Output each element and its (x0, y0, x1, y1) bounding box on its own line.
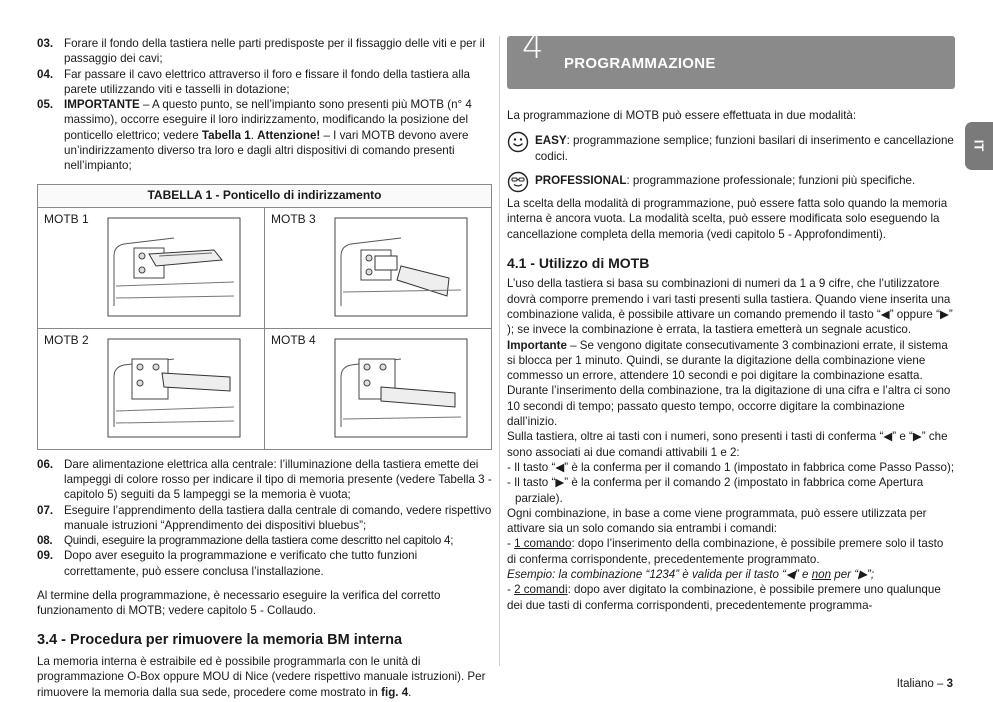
step-number: 03. (37, 37, 54, 50)
mode-label: PROFESSIONAL (535, 173, 627, 187)
footer-language: Italiano – (896, 678, 947, 690)
paragraph-text: La memoria interna è estraibile ed è possibile programmarla con le unità di programmazione O-Box oppure MOU di Nice (vedere rispettivo manuale istruzioni). Per rimuovere la memoria dalla sua sede, procedere come mostrato in (37, 654, 486, 699)
step-text-part: – A questo punto, se nell’impianto sono presenti più MOTB (n° 4 massimo), occorre eseguire il loro indirizzamento, modificando la posizione del ponticello elettrico; vedere (64, 98, 472, 142)
step-number: 05. (37, 98, 54, 112)
important-label: IMPORTANTE (64, 98, 140, 112)
step-number: 06. (37, 457, 54, 471)
step-text: Dare alimentazione elettrica alla centrale: l’illuminazione della tastiera emette dei lampeggi di colore rosso per indicare il tipo di memoria presente (vedere Tabella 3 - capitolo 5) seguiti da 5 lampeggi se la memoria è vuota; (64, 457, 492, 502)
step-06 (37, 457, 492, 503)
cell-label: MOTB 2 (44, 332, 89, 347)
attention-label: Attenzione! (257, 128, 321, 142)
step-text-part: – I vari MOTB devono avere un’indirizzamento diverso tra loro e dagli altri dispositivi di comando presenti nell’impianto; (64, 128, 469, 173)
mode-description: : programmazione semplice; funzioni basilari di inserimento e cancellazione codici. (535, 134, 954, 163)
step-text-part: . (250, 128, 258, 142)
step-text: Dopo aver eseguito la programmazione e verificato che tutto funzioni correttamente, può essere conclusa l’installazione. (64, 549, 418, 578)
step-08 (37, 533, 492, 548)
example-line (507, 567, 955, 582)
step-03 (37, 36, 492, 67)
step-text: Forare il fondo della tastiera nelle parti predisposte per il fissaggio delle viti e per il passaggio dei cavi; (64, 37, 485, 66)
left-column (37, 36, 492, 700)
jumper-diagram-image (331, 337, 471, 441)
step-04 (37, 67, 492, 98)
language-tab-label: IT (971, 139, 987, 152)
step-text: Quindi, eseguire la programmazione della tastiera come descritto nel capitolo 4; (64, 534, 454, 548)
chapter-title: PROGRAMMAZIONE (564, 55, 716, 72)
section-paragraph (37, 654, 492, 700)
jumper-diagram-image (104, 337, 244, 441)
paragraph-text: : dopo aver digitato la combinazione, è possibile premere uno qualunque dei due tasti di conferma corrispondenti, precedentemente programma- (507, 583, 941, 612)
paragraph-text: L’uso della tastiera si basa su combinazioni di numeri da 1 a 9 cifre, che l’utilizzatore dovrà comporre premendo i vari tasti presenti sulla tastiera. Quando viene inserita una combinazione valida, è possibile attivare un comando premendo il tasto “◀” oppure “▶” ); se invece la combinazione è errata, la tastiera emetterà un segnale acustico. (507, 277, 953, 337)
example-text: Esempio: la combinazione “1234” è valida per il tasto “◀” e (507, 568, 812, 582)
table-cell-motb2 (38, 328, 265, 449)
jumper-diagram-image (331, 216, 471, 320)
dash-item: - Il tasto “◀” è la conferma per il comando 1 (impostato in fabbrica come Passo Passo); (507, 460, 955, 474)
table-cell-motb4 (264, 328, 491, 449)
two-commands-item (507, 582, 955, 613)
example-text: per “▶”; (831, 568, 875, 582)
mode-text (535, 133, 955, 164)
confirm-paragraph: Sulla tastiera, oltre ai tasti con i numeri, sono presenti i tasti di conferma “◀” e “▶” che sono associati ai due comandi attivabili 1 e 2: (507, 430, 948, 459)
dash-prefix: - (507, 583, 515, 597)
combo-paragraph: Ogni combinazione, in base a come viene programmata, può essere utilizzata per attivare sia un solo comando sia entrambi i comandi: (507, 506, 927, 536)
choice-paragraph: La scelta della modalità di programmazione, può essere fatta solo quando la memoria interna è ancora vuota. La modalità scelta, può essere modificata solo eseguendo la cancellazione completa della memoria (vedi capitolo 5 - Approfondimenti). (507, 197, 948, 241)
step-text (64, 97, 492, 173)
page-number: 3 (946, 678, 953, 690)
mode-easy (507, 133, 955, 164)
step-09 (37, 548, 492, 579)
step-number: 09. (37, 549, 54, 563)
mode-professional (507, 173, 955, 188)
mode-text (535, 173, 955, 188)
dash-prefix: - (507, 537, 515, 551)
table-cell-motb3 (264, 207, 491, 328)
underlined-term: 2 comandi (514, 583, 568, 597)
closing-paragraph: Al termine della programmazione, è necessario eseguire la verifica del corretto funzionamento di MOTB; vedere capitolo 5 - Collaudo. (37, 589, 441, 618)
underlined-term: non (811, 568, 832, 582)
step-number: 08. (37, 534, 53, 548)
mode-description: : programmazione professionale; funzioni più specifiche. (626, 173, 916, 187)
underlined-term: 1 comando (514, 537, 572, 551)
step-text: Eseguire l’apprendimento della tastiera dalla centrale di comando, vedere rispettivo manuale istruzioni “Apprendimento dei dispositivi bluebus”; (64, 503, 492, 532)
cell-label: MOTB 4 (270, 332, 316, 347)
page-footer (897, 678, 953, 690)
step-number: 04. (37, 67, 54, 81)
table-reference: Tabella 1 (201, 128, 251, 142)
chapter-header (507, 27, 955, 89)
chapter-number: 4 (522, 27, 544, 67)
cool-smiley-icon (507, 171, 529, 193)
table-cell-motb1 (38, 207, 265, 328)
section-heading: 3.4 - Procedura per rimuovere la memoria BM interna (37, 631, 403, 648)
jumper-address-table (37, 184, 492, 450)
step-text: Far passare il cavo elettrico attraverso il foro e fissare il fondo della tastiera alla parete utilizzando viti e tasselli in dotazione; (64, 67, 470, 96)
language-tab (965, 122, 993, 170)
dash-item: - Il tasto “▶” è la conferma per il comando 2 (impostato in fabbrica come Apertura parziale). (507, 476, 924, 505)
jumper-diagram-image (104, 216, 244, 320)
important-label: Importante (507, 338, 567, 352)
intro-paragraph: La programmazione di MOTB può essere effettuata in due modalità: (507, 109, 857, 122)
table-title: TABELLA 1 - Ponticello di indirizzamento (38, 184, 492, 207)
column-divider (499, 36, 500, 666)
usage-paragraph (507, 276, 955, 429)
cell-label: MOTB 3 (270, 211, 316, 226)
step-07 (37, 503, 492, 534)
figure-reference: fig. 4 (381, 685, 409, 699)
subsection-heading: 4.1 - Utilizzo di MOTB (507, 255, 650, 272)
smiley-icon (507, 131, 529, 153)
step-05 (37, 97, 492, 173)
cell-label: MOTB 1 (44, 211, 89, 226)
one-command-item (507, 536, 955, 567)
paragraph-text: . (408, 685, 412, 699)
paragraph-text: : dopo l’inserimento della combinazione, è possibile premere solo il tasto di conferma corrispondente, precedentemente programmato. (507, 537, 944, 566)
step-number: 07. (37, 503, 54, 517)
right-column (507, 27, 955, 613)
paragraph-text: – Se vengono digitate consecutivamente 3 combinazioni errate, il sistema si blocca per 1 minuto. Quindi, se durante la digitazione della combinazione viene commesso un errore, attendere 10 secondi e poi digitare la combinazione esatta. Durante l’inserimento della combinazione, tra la digitazione di una cifra e l’altra ci sono 10 secondi di tempo; passato questo tempo, occorre digitare la combinazione dall’inizio. (507, 338, 951, 429)
mode-label: EASY (535, 134, 567, 148)
